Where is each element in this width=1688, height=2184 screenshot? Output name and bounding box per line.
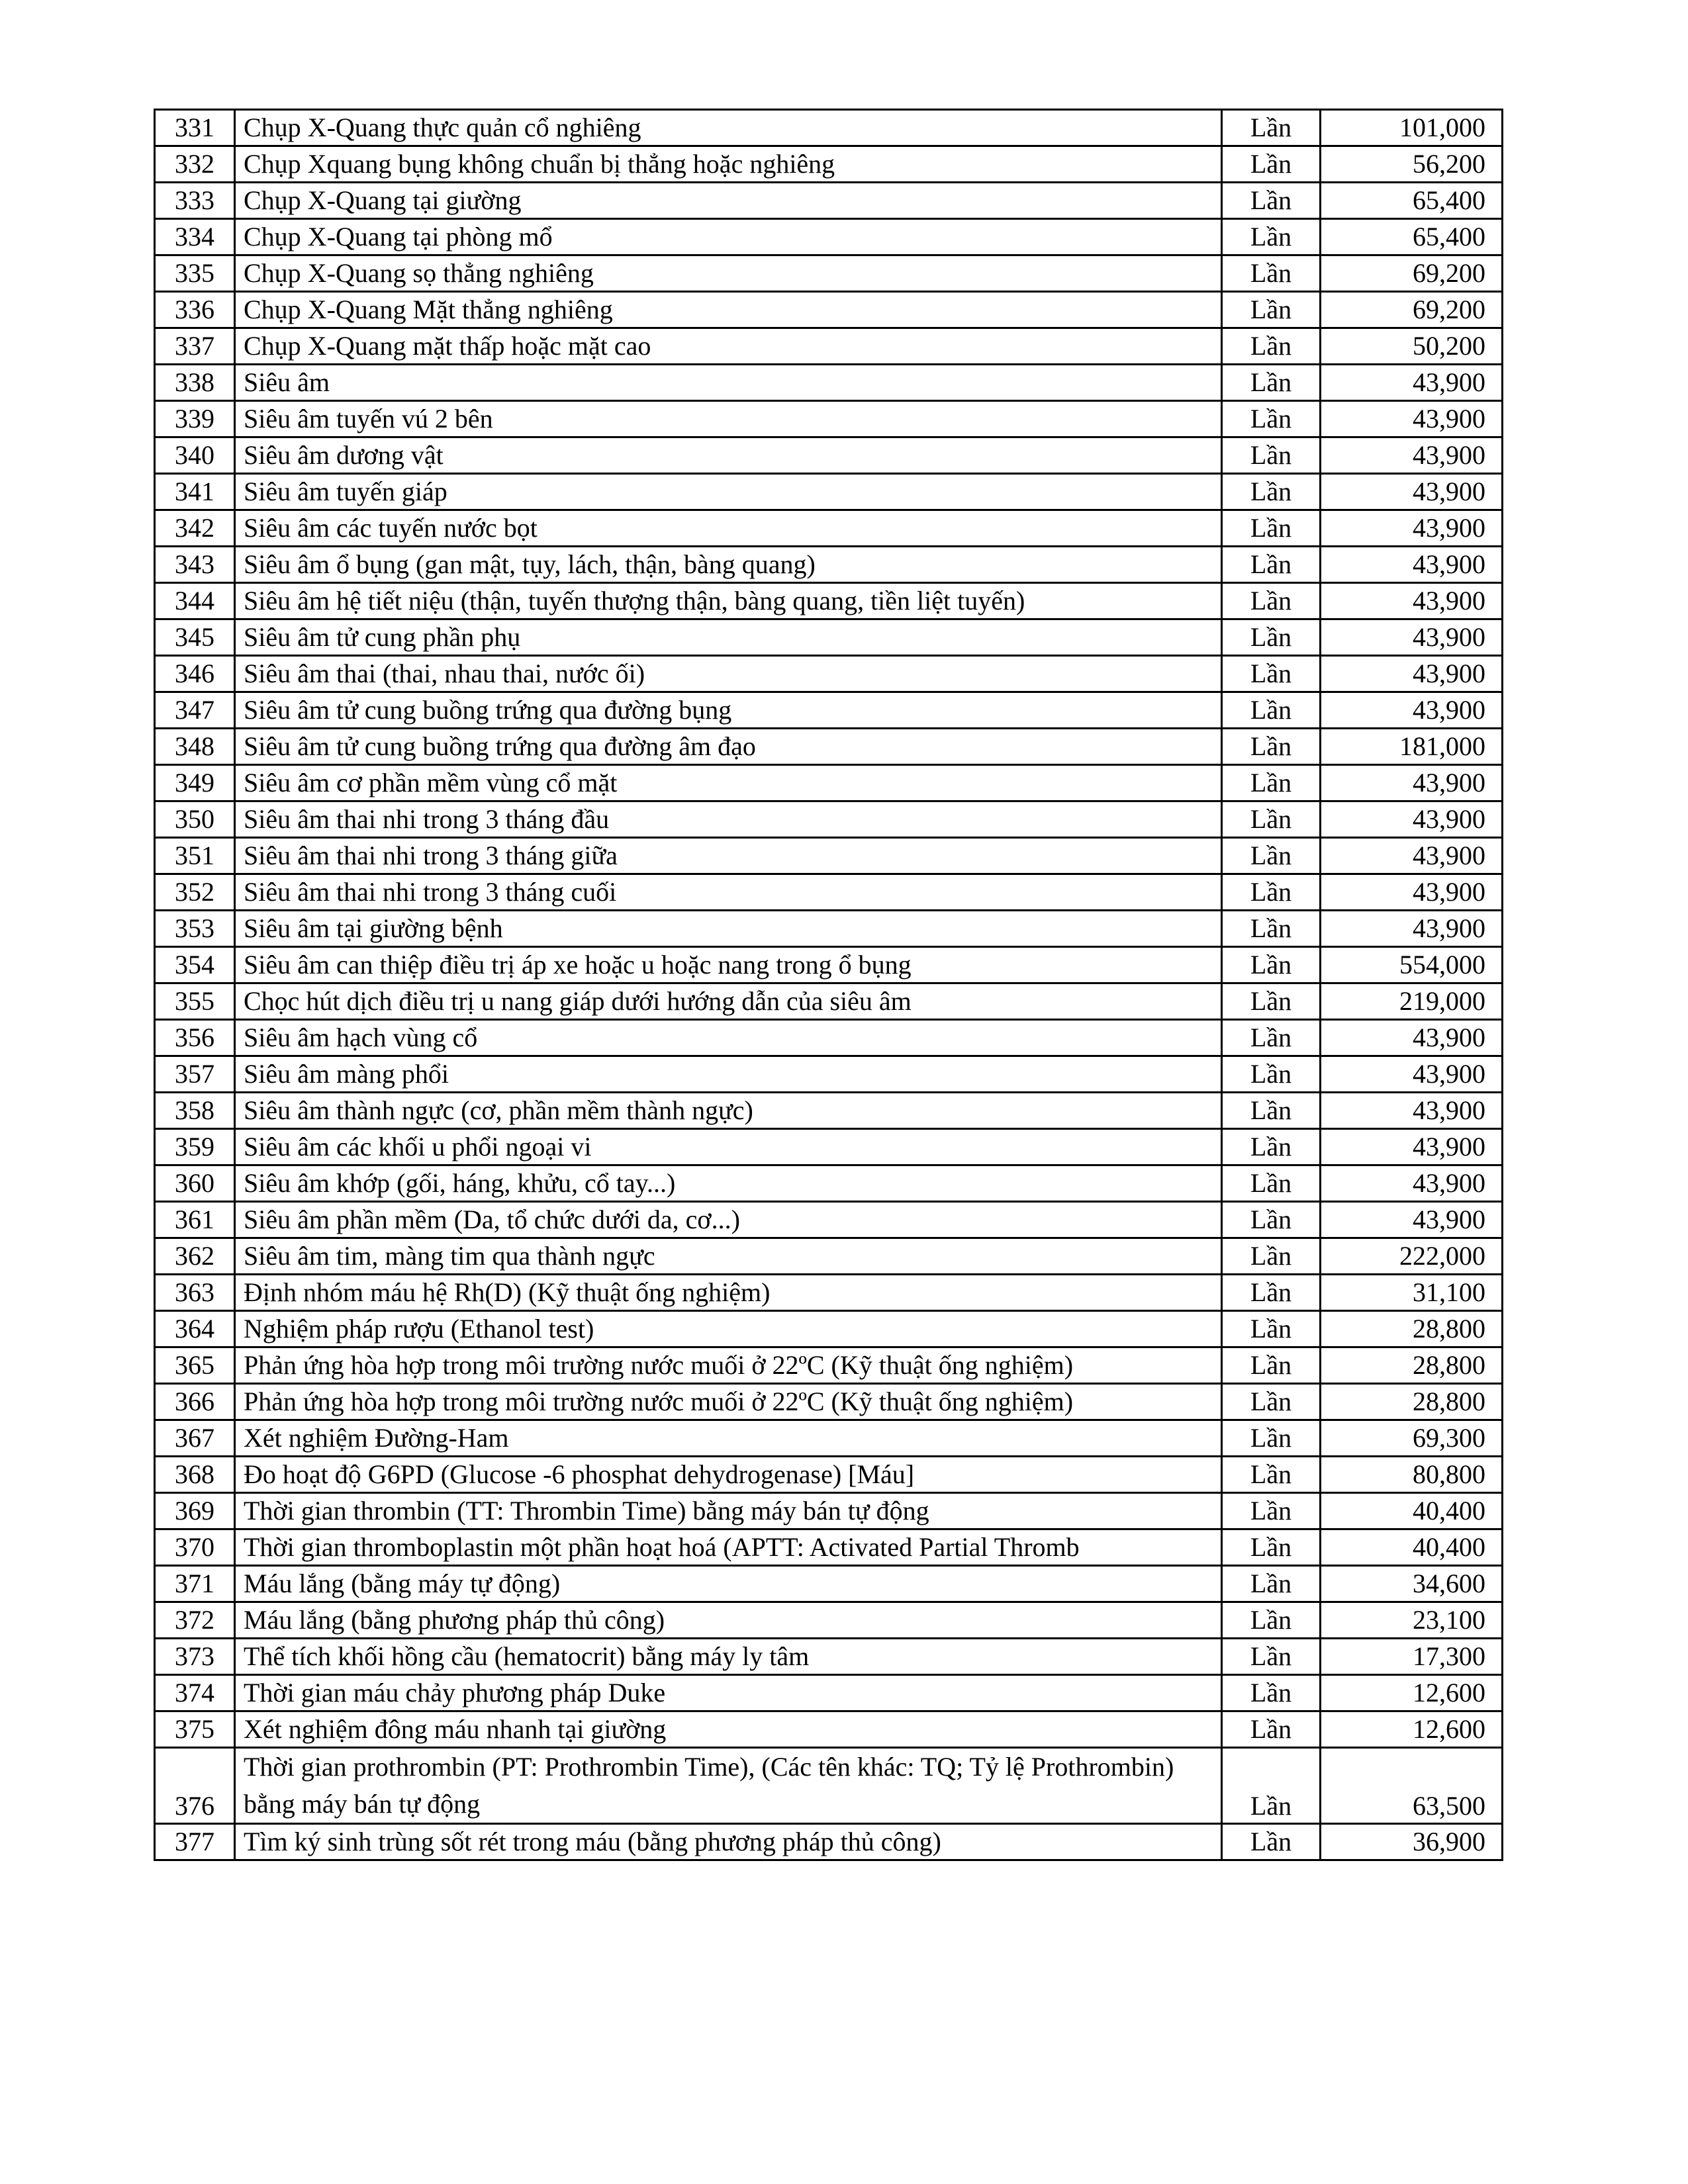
service-name-cell: Thời gian thrombin (TT: Thrombin Time) bằng máy bán tự động [235, 1493, 1222, 1529]
table-row [155, 365, 1503, 401]
price-cell: 17,300 [1321, 1639, 1503, 1675]
service-name-cell: Chụp Xquang bụng không chuẩn bị thẳng hoặc nghiêng [235, 146, 1222, 183]
service-name-cell: Tìm ký sinh trùng sốt rét trong máu (bằng phương pháp thủ công) [235, 1824, 1222, 1860]
price-cell: 28,800 [1321, 1384, 1503, 1420]
row-number-cell: 345 [155, 619, 235, 656]
unit-cell: Lần [1222, 1347, 1321, 1384]
unit-cell: Lần [1222, 619, 1321, 656]
table-row [155, 765, 1503, 801]
row-number-cell: 354 [155, 947, 235, 983]
service-name-cell: Siêu âm các tuyến nước bọt [235, 510, 1222, 547]
row-number-cell: 349 [155, 765, 235, 801]
price-cell: 43,900 [1321, 1165, 1503, 1202]
service-name-cell: Siêu âm tử cung buồng trứng qua đường bụng [235, 692, 1222, 729]
unit-cell: Lần [1222, 801, 1321, 838]
price-cell: 43,900 [1321, 874, 1503, 911]
row-number-cell: 333 [155, 183, 235, 219]
price-cell: 12,600 [1321, 1675, 1503, 1711]
unit-cell: Lần [1222, 474, 1321, 510]
row-number-cell: 375 [155, 1711, 235, 1748]
row-number-cell: 350 [155, 801, 235, 838]
price-cell: 34,600 [1321, 1566, 1503, 1602]
table-row [155, 1711, 1503, 1748]
table-row [155, 1748, 1503, 1824]
row-number-cell: 370 [155, 1529, 235, 1566]
table-row [155, 547, 1503, 583]
row-number-cell: 334 [155, 219, 235, 255]
price-cell: 40,400 [1321, 1529, 1503, 1566]
service-name-cell: Máu lắng (bằng máy tự động) [235, 1566, 1222, 1602]
row-number-cell: 371 [155, 1566, 235, 1602]
service-name-cell: Siêu âm phần mềm (Da, tổ chức dưới da, cơ...) [235, 1202, 1222, 1238]
price-cell: 43,900 [1321, 619, 1503, 656]
unit-cell: Lần [1222, 1529, 1321, 1566]
table-row [155, 1311, 1503, 1347]
row-number-cell: 361 [155, 1202, 235, 1238]
service-name-cell: Siêu âm thai nhi trong 3 tháng giữa [235, 838, 1222, 874]
table-row [155, 1602, 1503, 1639]
service-name-cell: Siêu âm can thiệp điều trị áp xe hoặc u hoặc nang trong ổ bụng [235, 947, 1222, 983]
service-name-cell: Siêu âm tại giường bệnh [235, 911, 1222, 947]
table-row [155, 801, 1503, 838]
unit-cell: Lần [1222, 692, 1321, 729]
table-row [155, 1675, 1503, 1711]
row-number-cell: 337 [155, 328, 235, 365]
unit-cell: Lần [1222, 1675, 1321, 1711]
price-cell: 43,900 [1321, 583, 1503, 619]
table-row [155, 1275, 1503, 1311]
service-name-cell: Siêu âm tuyến giáp [235, 474, 1222, 510]
unit-cell: Lần [1222, 1457, 1321, 1493]
service-name-cell: Chụp X-Quang Mặt thẳng nghiêng [235, 292, 1222, 328]
service-name-cell: Thời gian máu chảy phương pháp Duke [235, 1675, 1222, 1711]
price-cell: 43,900 [1321, 801, 1503, 838]
service-name-cell: Siêu âm dương vật [235, 437, 1222, 474]
table-row [155, 328, 1503, 365]
table-row [155, 1347, 1503, 1384]
unit-cell: Lần [1222, 1566, 1321, 1602]
price-cell: 43,900 [1321, 911, 1503, 947]
price-cell: 43,900 [1321, 656, 1503, 692]
unit-cell: Lần [1222, 1202, 1321, 1238]
unit-cell: Lần [1222, 874, 1321, 911]
price-cell: 23,100 [1321, 1602, 1503, 1639]
unit-cell: Lần [1222, 1639, 1321, 1675]
price-cell: 43,900 [1321, 1056, 1503, 1093]
price-cell: 101,000 [1321, 110, 1503, 146]
price-cell: 43,900 [1321, 1129, 1503, 1165]
service-name-cell: Chụp X-Quang sọ thẳng nghiêng [235, 255, 1222, 292]
row-number-cell: 347 [155, 692, 235, 729]
row-number-cell: 358 [155, 1093, 235, 1129]
table-row [155, 401, 1503, 437]
row-number-cell: 360 [155, 1165, 235, 1202]
row-number-cell: 369 [155, 1493, 235, 1529]
table-row [155, 292, 1503, 328]
unit-cell: Lần [1222, 146, 1321, 183]
row-number-cell: 359 [155, 1129, 235, 1165]
table-row [155, 146, 1503, 183]
row-number-cell: 353 [155, 911, 235, 947]
row-number-cell: 364 [155, 1311, 235, 1347]
service-name-cell: Đo hoạt độ G6PD (Glucose -6 phosphat dehydrogenase) [Máu] [235, 1457, 1222, 1493]
table-row [155, 255, 1503, 292]
row-number-cell: 356 [155, 1020, 235, 1056]
row-number-cell: 367 [155, 1420, 235, 1457]
service-name-cell: Siêu âm màng phổi [235, 1056, 1222, 1093]
service-name-cell: Siêu âm hạch vùng cổ [235, 1020, 1222, 1056]
price-cell: 31,100 [1321, 1275, 1503, 1311]
price-cell: 43,900 [1321, 692, 1503, 729]
row-number-cell: 341 [155, 474, 235, 510]
price-cell: 69,200 [1321, 292, 1503, 328]
row-number-cell: 338 [155, 365, 235, 401]
unit-cell: Lần [1222, 1493, 1321, 1529]
unit-cell: Lần [1222, 729, 1321, 765]
service-name-cell: Xét nghiệm đông máu nhanh tại giường [235, 1711, 1222, 1748]
service-name-cell: Siêu âm tử cung buồng trứng qua đường âm đạo [235, 729, 1222, 765]
row-number-cell: 342 [155, 510, 235, 547]
row-number-cell: 372 [155, 1602, 235, 1639]
price-cell: 43,900 [1321, 474, 1503, 510]
unit-cell: Lần [1222, 1602, 1321, 1639]
table-row [155, 692, 1503, 729]
price-cell: 222,000 [1321, 1238, 1503, 1275]
price-cell: 43,900 [1321, 547, 1503, 583]
unit-cell: Lần [1222, 510, 1321, 547]
unit-cell: Lần [1222, 1020, 1321, 1056]
row-number-cell: 376 [155, 1748, 235, 1824]
service-name-cell: Thời gian thromboplastin một phần hoạt hoá (APTT: Activated Partial Thromb [235, 1529, 1222, 1566]
unit-cell: Lần [1222, 583, 1321, 619]
table-row [155, 1824, 1503, 1860]
table-row [155, 1566, 1503, 1602]
unit-cell: Lần [1222, 183, 1321, 219]
table-row [155, 947, 1503, 983]
service-name-cell: Chọc hút dịch điều trị u nang giáp dưới hướng dẫn của siêu âm [235, 983, 1222, 1020]
service-name-cell: Siêu âm ổ bụng (gan mật, tụy, lách, thận, bàng quang) [235, 547, 1222, 583]
table-row [155, 874, 1503, 911]
service-name-cell: Chụp X-Quang thực quản cổ nghiêng [235, 110, 1222, 146]
price-cell: 65,400 [1321, 219, 1503, 255]
price-cell: 554,000 [1321, 947, 1503, 983]
table-row [155, 437, 1503, 474]
service-name-cell: Xét nghiệm Đường-Ham [235, 1420, 1222, 1457]
table-row [155, 1529, 1503, 1566]
service-name-cell: Siêu âm các khối u phổi ngoại vi [235, 1129, 1222, 1165]
table-row [155, 510, 1503, 547]
service-name-cell: Chụp X-Quang tại giường [235, 183, 1222, 219]
table-row [155, 1165, 1503, 1202]
service-name-cell: Siêu âm [235, 365, 1222, 401]
table-row [155, 838, 1503, 874]
price-cell: 43,900 [1321, 437, 1503, 474]
unit-cell: Lần [1222, 911, 1321, 947]
unit-cell: Lần [1222, 1129, 1321, 1165]
service-name-cell: Phản ứng hòa hợp trong môi trường nước muối ở 22ºC (Kỹ thuật ống nghiệm) [235, 1347, 1222, 1384]
table-row [155, 219, 1503, 255]
table-row [155, 619, 1503, 656]
row-number-cell: 368 [155, 1457, 235, 1493]
service-name-cell: Siêu âm tim, màng tim qua thành ngực [235, 1238, 1222, 1275]
row-number-cell: 335 [155, 255, 235, 292]
row-number-cell: 339 [155, 401, 235, 437]
unit-cell: Lần [1222, 437, 1321, 474]
row-number-cell: 374 [155, 1675, 235, 1711]
row-number-cell: 355 [155, 983, 235, 1020]
table-row [155, 729, 1503, 765]
price-cell: 43,900 [1321, 1020, 1503, 1056]
table-row [155, 656, 1503, 692]
price-table-body [155, 110, 1503, 1860]
price-table [154, 109, 1503, 1861]
table-row [155, 1202, 1503, 1238]
service-name-cell: Siêu âm thành ngực (cơ, phần mềm thành ngực) [235, 1093, 1222, 1129]
table-row [155, 983, 1503, 1020]
service-name-cell: Thời gian prothrombin (PT: Prothrombin Time), (Các tên khác: TQ; Tỷ lệ Prothrombin) bằng máy bán tự động [235, 1748, 1222, 1824]
row-number-cell: 357 [155, 1056, 235, 1093]
table-row [155, 474, 1503, 510]
price-cell: 56,200 [1321, 146, 1503, 183]
service-name-cell: Nghiệm pháp rượu (Ethanol test) [235, 1311, 1222, 1347]
row-number-cell: 331 [155, 110, 235, 146]
unit-cell: Lần [1222, 838, 1321, 874]
service-name-cell: Siêu âm tử cung phần phụ [235, 619, 1222, 656]
service-name-cell: Siêu âm thai (thai, nhau thai, nước ối) [235, 656, 1222, 692]
row-number-cell: 332 [155, 146, 235, 183]
service-name-cell: Siêu âm cơ phần mềm vùng cổ mặt [235, 765, 1222, 801]
unit-cell: Lần [1222, 1311, 1321, 1347]
table-row [155, 583, 1503, 619]
unit-cell: Lần [1222, 255, 1321, 292]
row-number-cell: 351 [155, 838, 235, 874]
price-cell: 12,600 [1321, 1711, 1503, 1748]
table-row [155, 1384, 1503, 1420]
price-cell: 43,900 [1321, 838, 1503, 874]
row-number-cell: 365 [155, 1347, 235, 1384]
unit-cell: Lần [1222, 1056, 1321, 1093]
table-row [155, 1493, 1503, 1529]
table-row [155, 1056, 1503, 1093]
row-number-cell: 344 [155, 583, 235, 619]
unit-cell: Lần [1222, 1711, 1321, 1748]
unit-cell: Lần [1222, 365, 1321, 401]
price-cell: 43,900 [1321, 510, 1503, 547]
service-name-cell: Siêu âm thai nhi trong 3 tháng cuối [235, 874, 1222, 911]
service-name-cell: Siêu âm thai nhi trong 3 tháng đầu [235, 801, 1222, 838]
unit-cell: Lần [1222, 1238, 1321, 1275]
unit-cell: Lần [1222, 1420, 1321, 1457]
unit-cell: Lần [1222, 328, 1321, 365]
price-cell: 80,800 [1321, 1457, 1503, 1493]
service-name-cell: Siêu âm hệ tiết niệu (thận, tuyến thượng thận, bàng quang, tiền liệt tuyến) [235, 583, 1222, 619]
unit-cell: Lần [1222, 292, 1321, 328]
service-name-cell: Chụp X-Quang mặt thấp hoặc mặt cao [235, 328, 1222, 365]
table-row [155, 1093, 1503, 1129]
table-row [155, 110, 1503, 146]
table-row [155, 911, 1503, 947]
table-row [155, 1639, 1503, 1675]
price-cell: 69,200 [1321, 255, 1503, 292]
unit-cell: Lần [1222, 1165, 1321, 1202]
price-cell: 43,900 [1321, 1093, 1503, 1129]
row-number-cell: 336 [155, 292, 235, 328]
price-cell: 43,900 [1321, 401, 1503, 437]
table-row [155, 183, 1503, 219]
table-row [155, 1238, 1503, 1275]
service-name-cell: Siêu âm khớp (gối, háng, khửu, cổ tay...) [235, 1165, 1222, 1202]
price-cell: 43,900 [1321, 365, 1503, 401]
price-cell: 50,200 [1321, 328, 1503, 365]
row-number-cell: 343 [155, 547, 235, 583]
table-row [155, 1457, 1503, 1493]
price-cell: 43,900 [1321, 1202, 1503, 1238]
service-name-cell: Siêu âm tuyến vú 2 bên [235, 401, 1222, 437]
row-number-cell: 366 [155, 1384, 235, 1420]
unit-cell: Lần [1222, 110, 1321, 146]
unit-cell: Lần [1222, 765, 1321, 801]
price-cell: 28,800 [1321, 1347, 1503, 1384]
price-cell: 36,900 [1321, 1824, 1503, 1860]
price-cell: 63,500 [1321, 1748, 1503, 1824]
unit-cell: Lần [1222, 1275, 1321, 1311]
row-number-cell: 362 [155, 1238, 235, 1275]
price-cell: 69,300 [1321, 1420, 1503, 1457]
service-name-cell: Thể tích khối hồng cầu (hematocrit) bằng máy ly tâm [235, 1639, 1222, 1675]
price-cell: 65,400 [1321, 183, 1503, 219]
unit-cell: Lần [1222, 656, 1321, 692]
unit-cell: Lần [1222, 547, 1321, 583]
unit-cell: Lần [1222, 1384, 1321, 1420]
unit-cell: Lần [1222, 983, 1321, 1020]
service-name-cell: Định nhóm máu hệ Rh(D) (Kỹ thuật ống nghiệm) [235, 1275, 1222, 1311]
row-number-cell: 340 [155, 437, 235, 474]
unit-cell: Lần [1222, 1748, 1321, 1824]
service-name-cell: Máu lắng (bằng phương pháp thủ công) [235, 1602, 1222, 1639]
price-cell: 43,900 [1321, 765, 1503, 801]
table-row [155, 1129, 1503, 1165]
table-row [155, 1020, 1503, 1056]
unit-cell: Lần [1222, 1824, 1321, 1860]
unit-cell: Lần [1222, 401, 1321, 437]
row-number-cell: 377 [155, 1824, 235, 1860]
row-number-cell: 352 [155, 874, 235, 911]
table-row [155, 1420, 1503, 1457]
row-number-cell: 346 [155, 656, 235, 692]
price-cell: 28,800 [1321, 1311, 1503, 1347]
unit-cell: Lần [1222, 1093, 1321, 1129]
unit-cell: Lần [1222, 947, 1321, 983]
row-number-cell: 373 [155, 1639, 235, 1675]
service-name-cell: Phản ứng hòa hợp trong môi trường nước muối ở 22ºC (Kỹ thuật ống nghiệm) [235, 1384, 1222, 1420]
row-number-cell: 348 [155, 729, 235, 765]
row-number-cell: 363 [155, 1275, 235, 1311]
price-cell: 181,000 [1321, 729, 1503, 765]
service-name-cell: Chụp X-Quang tại phòng mổ [235, 219, 1222, 255]
price-cell: 40,400 [1321, 1493, 1503, 1529]
price-cell: 219,000 [1321, 983, 1503, 1020]
unit-cell: Lần [1222, 219, 1321, 255]
